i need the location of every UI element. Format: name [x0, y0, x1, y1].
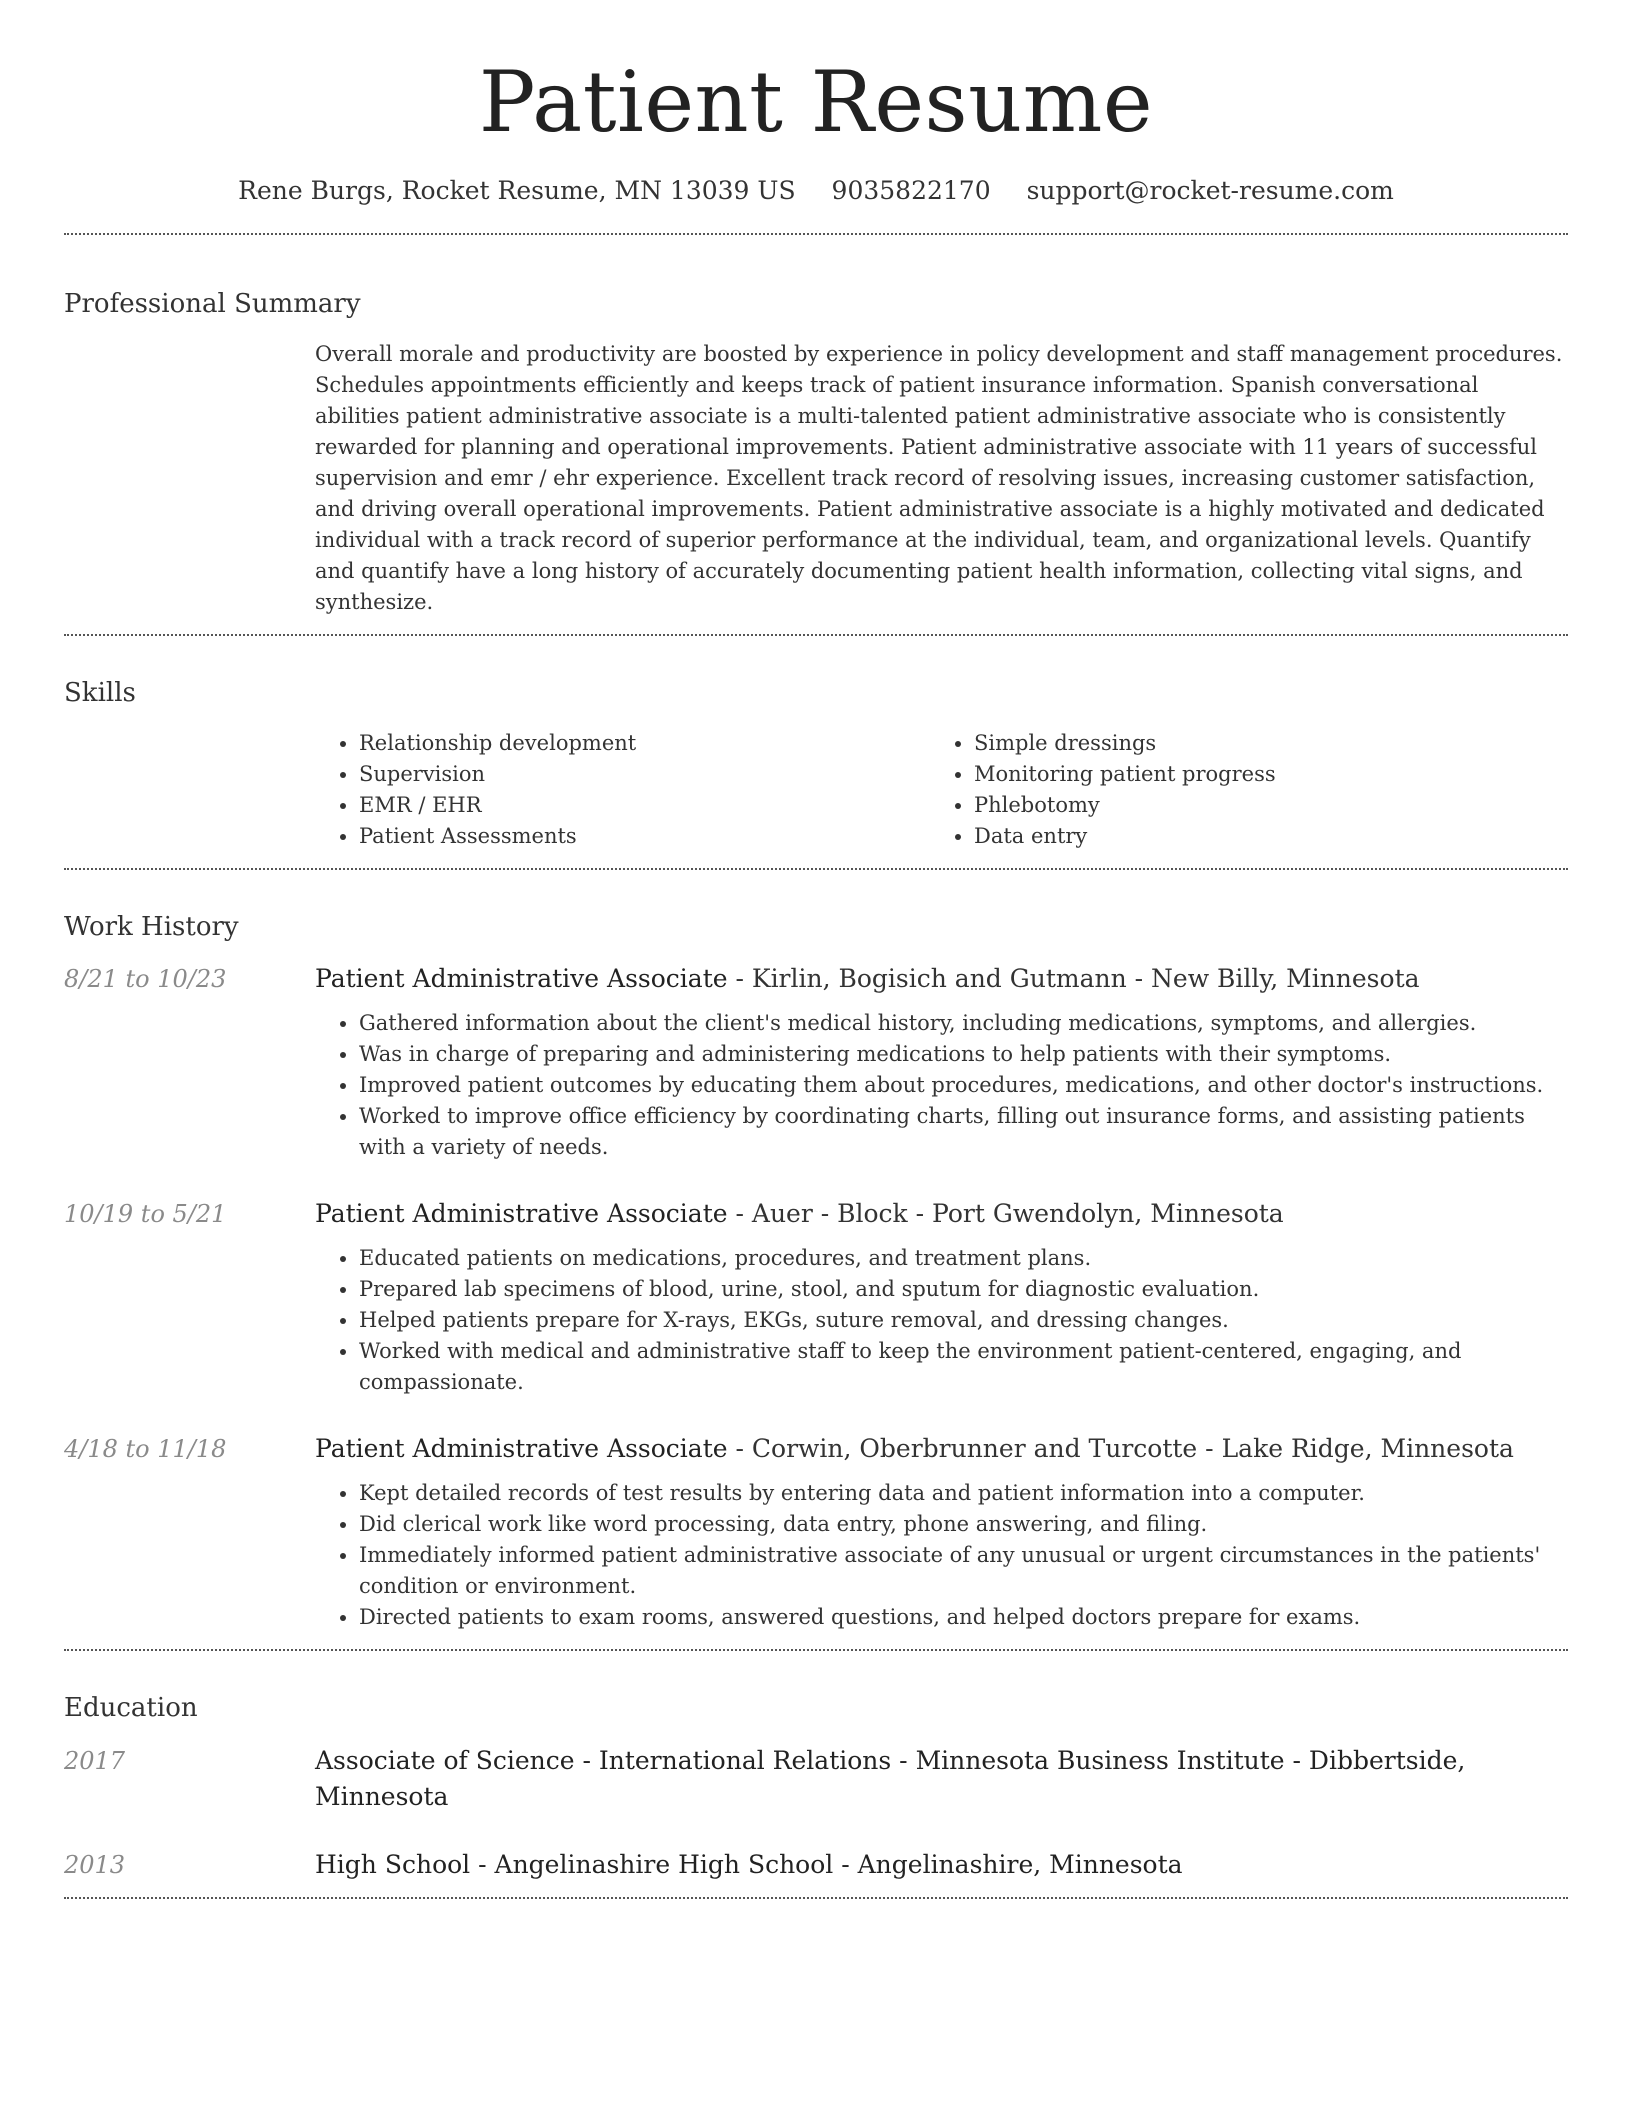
education-section [64, 1651, 1568, 1883]
education-date: 2013 [64, 1851, 126, 1880]
work-bullet: • Helped patients prepare for X-rays, EKGs, suture removal, and dressing changes. [359, 1305, 1568, 1336]
contact-email: support@rocket-resume.com [1026, 176, 1394, 206]
work-details [315, 1432, 1568, 1633]
work-bullet: • Directed patients to exam rooms, answered questions, and helped doctors prepare for exams. [359, 1602, 1568, 1633]
work-details [315, 1197, 1568, 1398]
skill-item: • Monitoring patient progress [974, 759, 1568, 790]
work-bullet: • Worked with medical and administrative staff to keep the environment patient-centered, engaging, and compassionate. [359, 1336, 1568, 1398]
contact-address: Rene Burgs, Rocket Resume, MN 13039 US [238, 176, 796, 206]
skill-item: • Patient Assessments [359, 821, 930, 852]
education-school: - Angelinashire High School - Angelinashire, Minnesota [470, 1850, 1183, 1880]
work-bullet: • Kept detailed records of test results by entering data and patient information into a computer. [359, 1478, 1568, 1509]
skill-item: • Simple dressings [974, 728, 1568, 759]
skill-item: • Supervision [359, 759, 930, 790]
work-bullet: • Improved patient outcomes by educating them about procedures, medications, and other doctor's instructions. [359, 1070, 1568, 1101]
education-entry [64, 1847, 1568, 1883]
summary-text: Overall morale and productivity are boosted by experience in policy development and staff management procedures. Schedules appointments efficiently and keeps track of patient insurance information. Spanish conversational abilities patient administrative associate is a multi-talented patient administrative associate who is consistently rewarded for planning and operational improvements. Patient administrative associate with 11 years of successful supervision and emr / ehr experience. Excellent track record of resolving issues, increasing customer satisfaction, and driving overall operational improvements. Patient administrative associate is a highly motivated and dedicated individual with a track record of superior performance at the individual, team, and organizational levels. Quantify and quantify have a long history of accurately documenting patient health information, collecting vital signs, and synthesize. [315, 342, 1563, 615]
work-company: - Corwin, Oberbrunner and Turcotte - Lake Ridge, Minnesota [727, 1434, 1514, 1464]
work-role: Patient Administrative Associate [315, 1434, 728, 1464]
work-entry [64, 962, 1568, 1163]
education-entry [64, 1743, 1568, 1815]
education-degree: Associate of Science - International Relations [315, 1746, 892, 1776]
contact-line [64, 176, 1568, 205]
work-role-line [315, 962, 1568, 996]
work-history-title: Work History [64, 912, 239, 943]
work-date: 10/19 to 5/21 [64, 1200, 227, 1229]
resume-header [64, 0, 1568, 205]
education-school: - Minnesota Business Institute - Dibbertside, Minnesota [315, 1746, 1466, 1812]
work-date: 4/18 to 11/18 [64, 1435, 227, 1464]
education-degree: High School [315, 1850, 471, 1880]
work-entry [64, 1432, 1568, 1633]
summary-section [64, 235, 1568, 634]
contact-phone: 9035822170 [831, 176, 991, 206]
work-role: Patient Administrative Associate [315, 964, 728, 994]
skill-item: • Phlebotomy [974, 790, 1568, 821]
work-bullets [315, 1008, 1568, 1163]
work-company: - Kirlin, Bogisich and Gutmann - New Billy, Minnesota [727, 964, 1420, 994]
skill-item: • Data entry [974, 821, 1568, 852]
education-title: Education [64, 1693, 198, 1724]
work-details [315, 962, 1568, 1163]
work-bullet: • Gathered information about the client's medical history, including medications, symptoms, and allergies. [359, 1008, 1568, 1039]
skill-item: • EMR / EHR [359, 790, 930, 821]
work-bullet: • Worked to improve office efficiency by coordinating charts, filling out insurance forms, and assisting patients with a variety of needs. [359, 1101, 1568, 1163]
skills-column-right [930, 728, 1568, 852]
work-bullet: • Educated patients on medications, procedures, and treatment plans. [359, 1243, 1568, 1274]
skills-title: Skills [64, 678, 136, 709]
work-bullet: • Immediately informed patient administrative associate of any unusual or urgent circumstances in the patients' condition or environment. [359, 1540, 1568, 1602]
work-history-section [64, 870, 1568, 1633]
skill-item: • Relationship development [359, 728, 930, 759]
page-title: Patient Resume [478, 53, 1154, 151]
education-line [315, 1847, 1568, 1883]
work-role: Patient Administrative Associate [315, 1199, 728, 1229]
skills-section [64, 636, 1568, 868]
work-bullet: • Did clerical work like word processing, data entry, phone answering, and filing. [359, 1509, 1568, 1540]
work-bullets [315, 1478, 1568, 1633]
work-date: 8/21 to 10/23 [64, 965, 227, 994]
education-date: 2017 [64, 1747, 126, 1776]
work-role-line [315, 1197, 1568, 1231]
section-divider [64, 1897, 1568, 1899]
work-bullet: • Was in charge of preparing and administering medications to help patients with their symptoms. [359, 1039, 1568, 1070]
skills-column-left [315, 728, 930, 852]
work-bullets [315, 1243, 1568, 1398]
work-role-line [315, 1432, 1568, 1466]
work-entry [64, 1197, 1568, 1398]
skills-grid [315, 728, 1568, 868]
education-line [315, 1743, 1568, 1815]
work-company: - Auer - Block - Port Gwendolyn, Minnesota [727, 1199, 1284, 1229]
summary-title: Professional Summary [64, 289, 361, 320]
work-bullet: • Prepared lab specimens of blood, urine, stool, and sputum for diagnostic evaluation. [359, 1274, 1568, 1305]
